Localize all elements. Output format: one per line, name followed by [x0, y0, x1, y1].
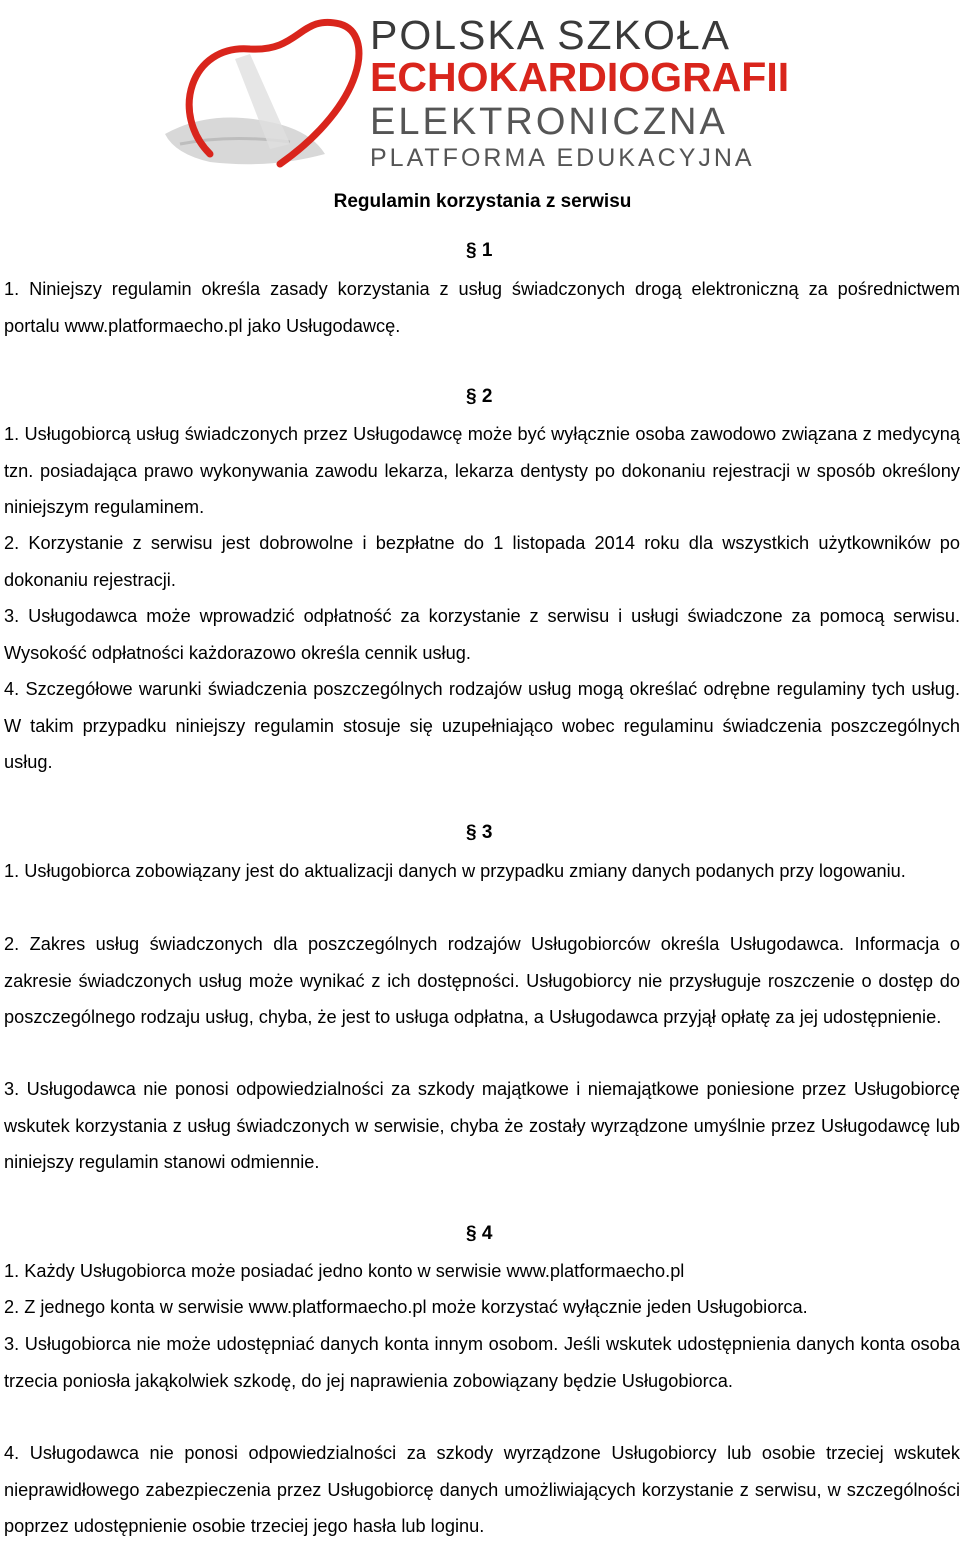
paragraph: 3. Usługobiorca nie może udostępniać danych konta innym osobom. Jeśli wskutek udostępnienia danych konta osoba trzecia poniosła jakąkolwiek szkodę, do jej naprawienia zobowiązany będzie Usługobiorca. [4, 1334, 960, 1391]
paragraph: 2. Korzystanie z serwisu jest dobrowolne i bezpłatne do 1 listopada 2014 roku dla wszystkich użytkowników po dokonaniu rejestracji. [4, 533, 960, 590]
logo-line-3: ELEKTRONICZNA [370, 101, 728, 143]
section-mark-2: § 2 [466, 386, 493, 407]
paragraph: 3. Usługodawca nie ponosi odpowiedzialności za szkody majątkowe i niemajątkowe poniesione przez Usługobiorcę wskutek korzystania z usług świadczonych w serwisie, chyba że zostały wyrządzone umyślnie przez Usługodawcę lub niniejszy regulamin stanowi odmiennie. [4, 1079, 960, 1172]
section-mark-3: § 3 [466, 822, 493, 843]
paragraph: 4. Usługodawca nie ponosi odpowiedzialności za szkody wyrządzone Usługobiorcy lub osobie trzeciej wskutek nieprawidłowego zabezpieczenia przez Usługobiorcę danych umożliwiających korzystanie z serwisu, w szczególności poprzez udostępnienie osobie trzeciej jego hasła lub loginu. [4, 1443, 960, 1536]
logo-line-2: ECHOKARDIOGRAFII [370, 54, 790, 100]
paragraph: 4. Szczegółowe warunki świadczenia poszczególnych rodzajów usług mogą określać odrębne regulaminy tych usług. W takim przypadku niniejszy regulamin stosuje się uzupełniająco wobec regulaminu świadczenia poszczególnych usług. [4, 679, 960, 772]
paragraph: 2. Zakres usług świadczonych dla poszczególnych rodzajów Usługobiorców określa Usługodawca. Informacja o zakresie świadczonych usług może wynikać z ich dostępności. Usługobiorcy nie przysługuje roszczenie o dostęp do poszczególnego rodzaju usług, chyba, że jest to usługa odpłatna, a Usługodawca przyjął opłatę za jej udostępnienie. [4, 934, 960, 1027]
paragraph: 1. Usługobiorcą usług świadczonych przez Usługodawcę może być wyłącznie osoba zawodowo związana z medycyną tzn. posiadająca prawo wykonywania zawodu lekarza, lekarza dentysty po dokonaniu rejestracji w sposób określony niniejszym regulaminem. [4, 424, 960, 517]
paragraph: 3. Usługodawca może wprowadzić odpłatność za korzystanie z serwisu i usługi świadczone za pomocą serwisu. Wysokość odpłatności każdorazowo określa cennik usług. [4, 606, 960, 663]
paragraph: 1. Usługobiorca zobowiązany jest do aktualizacji danych w przypadku zmiany danych podanych przy logowaniu. [4, 861, 906, 881]
paragraph: 1. Niniejszy regulamin określa zasady korzystania z usług świadczonych drogą elektroniczną za pośrednictwem portalu www.platformaecho.pl jako Usługodawcę. [4, 279, 960, 336]
paragraph: 1. Każdy Usługobiorca może posiadać jedno konto w serwisie www.platformaecho.pl [4, 1261, 685, 1281]
logo [150, 4, 790, 174]
paragraph: 2. Z jednego konta w serwisie www.platformaecho.pl może korzystać wyłącznie jeden Usługobiorca. [4, 1297, 808, 1317]
heart-logo-icon [150, 4, 370, 174]
document-title: Regulamin korzystania z serwisu [333, 191, 632, 212]
section-mark-1: § 1 [466, 240, 493, 261]
logo-line-1: POLSKA SZKOŁA [370, 12, 731, 58]
section-mark-4: § 4 [466, 1223, 493, 1244]
logo-line-4: PLATFORMA EDUKACYJNA [370, 144, 755, 172]
